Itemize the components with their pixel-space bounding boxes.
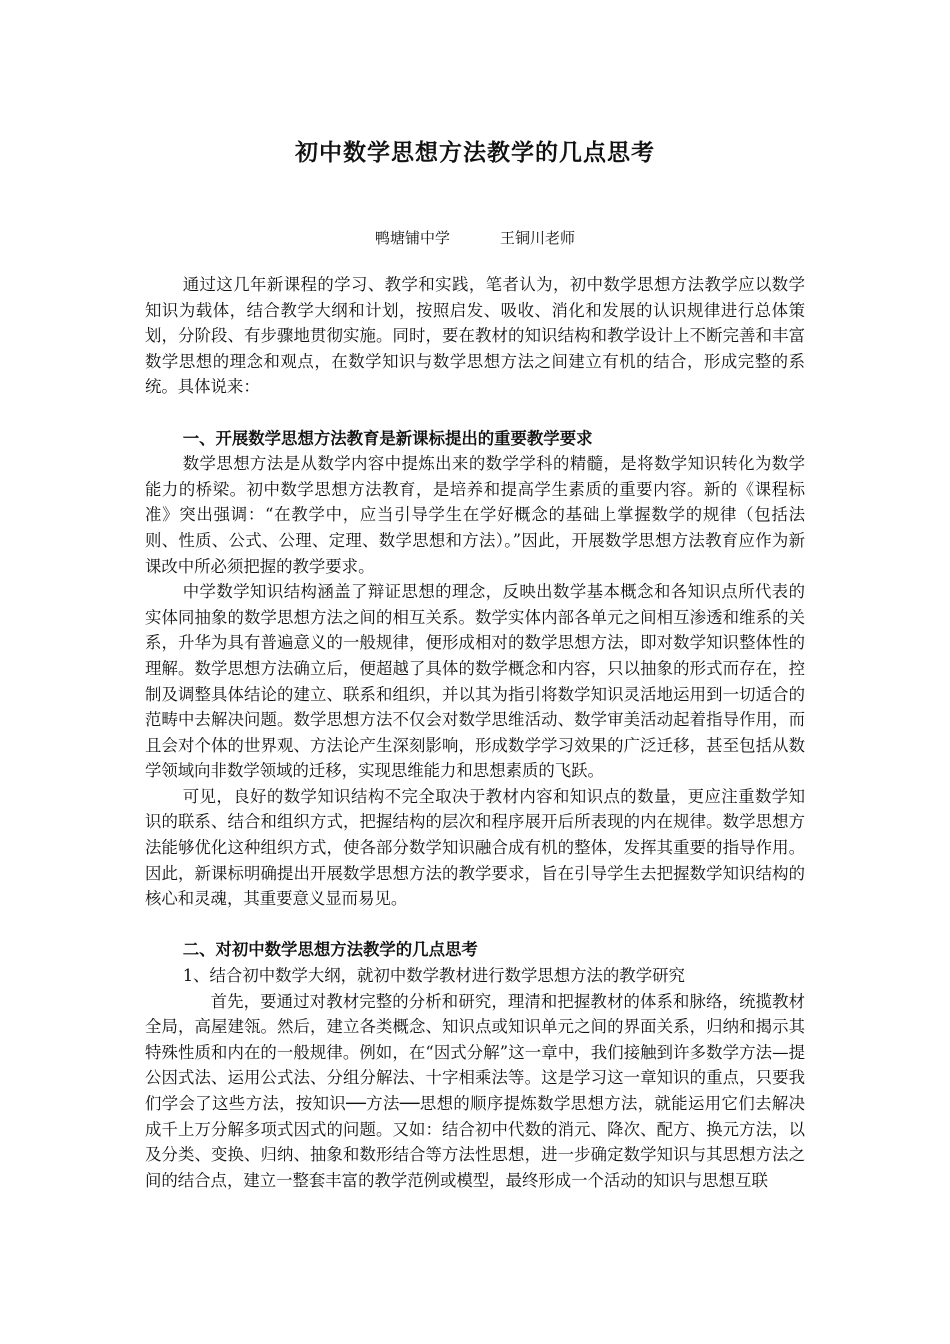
spacer	[145, 400, 805, 426]
section-2-subheading-1: 1、结合初中数学大纲，就初中数学教材进行数学思想方法的教学研究	[182, 966, 685, 986]
section-1-paragraph-1: 数学思想方法是从数学内容中提炼出来的数学学科的精髓，是将数学知识转化为数学能力的桥梁。初中数学思想方法教育，是培养和提高学生素质的重要内容。新的《课程标准》突出强调：“在教学中，应当引导学生在学好概念的基础上掌握数学的规律（包括法则、性质、公式、公理、定理、数学思想和方法）。”因此，开展数学思想方法教育应作为新课改中所必须把握的教学要求。	[145, 454, 805, 576]
document-body	[145, 272, 805, 1193]
section-1-paragraph-3: 可见，良好的数学知识结构不完全取决于教材内容和知识点的数量，更应注重数学知识的联系、结合和组织方式，把握结构的层次和程序展开后所表现的内在规律。数学思想方法能够优化这种组织方式，使各部分数学知识融合成有机的整体，发挥其重要的指导作用。因此，新课标明确提出开展数学思想方法的教学要求，旨在引导学生去把握数学知识结构的核心和灵魂，其重要意义显而易见。	[145, 786, 805, 909]
section-2-paragraph-1: 首先，要通过对教材完整的分析和研究，理清和把握教材的体系和脉络，统揽教材全局，高屋建瓴。然后，建立各类概念、知识点或知识单元之间的界面关系，归纳和揭示其特殊性质和内在的一般规律。例如，在“因式分解”这一章中，我们接触到许多数学方法—提公因式法、运用公式法、分组分解法、十字相乘法等。这是学习这一章知识的重点，只要我们学会了这些方法，按知识──方法──思想的顺序提炼数学思想方法，就能运用它们去解决成千上万分解多项式因式的问题。又如：结合初中代数的消元、降次、配方、换元方法，以及分类、变换、归纳、抽象和数形结合等方法性思想，进一步确定数学知识与其思想方法之间的结合点，建立一整套丰富的教学范例或模型，最终形成一个活动的知识与思想互联	[145, 991, 805, 1190]
section-1-paragraph-2: 中学数学知识结构涵盖了辩证思想的理念，反映出数学基本概念和各知识点所代表的实体同抽象的数学思想方法之间的相互关系。数学实体内部各单元之间相互渗透和维系的关系，升华为具有普遍意义的一般规律，便形成相对的数学思想方法，即对数学知识整体性的理解。数学思想方法确立后，便超越了具体的数学概念和内容，只以抽象的形式而存在，控制及调整具体结论的建立、联系和组织，并以其为指引将数学知识灵活地运用到一切适合的范畴中去解决问题。数学思想方法不仅会对数学思维活动、数学审美活动起着指导作用，而且会对个体的世界观、方法论产生深刻影响，形成数学学习效果的广泛迁移，甚至包括从数学领域向非数学领域的迁移，实现思维能力和思想素质的飞跃。	[145, 582, 805, 781]
section-2-heading: 二、对初中数学思想方法教学的几点思考	[182, 940, 478, 960]
byline	[0, 227, 950, 248]
byline-school: 鸭塘铺中学	[374, 229, 450, 247]
byline-author: 王铜川老师	[500, 229, 576, 247]
section-1-heading: 一、开展数学思想方法教育是新课标提出的重要教学要求	[182, 428, 593, 448]
document-title: 初中数学思想方法教学的几点思考	[295, 139, 655, 166]
intro-paragraph: 通过这几年新课程的学习、教学和实践，笔者认为，初中数学思想方法教学应以数学知识为载体，结合教学大纲和计划，按照启发、吸收、消化和发展的认识规律进行总体策划，分阶段、有步骤地贯彻实施。同时，要在教材的知识结构和教学设计上不断完善和丰富数学思想的理念和观点，在数学知识与数学思想方法之间建立有机的结合，形成完整的系统。具体说来：	[145, 275, 805, 397]
spacer	[145, 912, 805, 938]
